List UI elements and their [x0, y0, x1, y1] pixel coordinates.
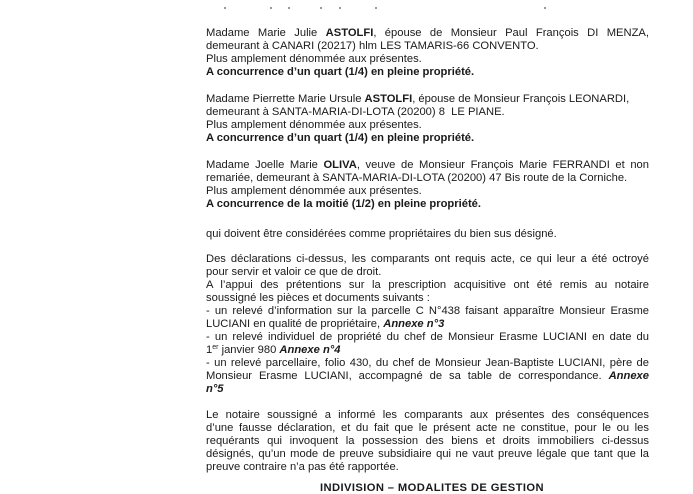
document-list-item-1: - un relevé d’information sur la parcelle C N°438 faisant apparaître Monsieur Erasme: [206, 305, 649, 317]
scan-dot: [288, 7, 290, 9]
declaration-line: Des déclarations ci-dessus, les comparants ont requis acte, ce qui leur a été octroyé: [206, 253, 649, 265]
document-list-item-2: - un relevé individuel de propriété du chef de Monsieur Erasme LUCIANI en date du: [206, 331, 649, 343]
notary-info-line: Le notaire soussigné a informé les comparants aux présentes des conséquences: [206, 409, 649, 421]
annex-reference-3: Annexe n°3: [383, 318, 445, 330]
date-day: 1: [206, 344, 213, 356]
scan-dot: [224, 7, 226, 9]
scan-dot: [320, 7, 322, 9]
party-share: A concurrence d’un quart (1/4) en pleine propriété.: [206, 66, 475, 78]
document-list-item-2-cont: [206, 344, 649, 357]
annex-reference-4: Annexe n°4: [279, 344, 341, 356]
party-address: demeurant à CANARI (20217) hlm LES TAMARIS-66 CONVENTO.: [206, 40, 539, 52]
party-name-text: Madame Pierrette Marie Ursule: [206, 93, 365, 105]
party-share: A concurrence d’un quart (1/4) en pleine propriété.: [206, 132, 475, 144]
scan-artifact-dots: [206, 7, 546, 11]
notary-info-line: preuve contraire n’a pas été rapportée.: [206, 461, 399, 473]
document-list-item-3-cont: [206, 370, 649, 383]
party-spouse-text: , veuve de Monsieur François Marie FERRANDI et non: [356, 159, 649, 171]
declaration-text: Monsieur Erasme LUCIANI, accompagné de sa table de correspondance.: [206, 370, 609, 382]
party-name-text: Madame Marie Julie: [206, 27, 326, 39]
declarations-paragraph: [206, 253, 649, 396]
party-address: demeurant à SANTA-MARIA-DI-LOTA (20200) 8 LE PIANE.: [206, 106, 505, 118]
party-line-1: [206, 93, 649, 106]
annex-reference-5-number: n°5: [206, 383, 224, 395]
party-block-astolfi-marie-julie: [206, 27, 649, 79]
notary-info-line: d’une fausse déclaration, et du fait que le présent acte ne constitue, pour le ou les: [206, 422, 649, 434]
scan-dot: [375, 7, 377, 9]
party-line-1: [206, 27, 649, 40]
party-block-oliva-joelle: [206, 159, 649, 211]
party-block-astolfi-pierrette: [206, 93, 649, 145]
party-share: A concurrence de la moitié (1/2) en pleine propriété.: [206, 198, 481, 210]
scan-dot: [339, 7, 341, 9]
party-surname: OLIVA: [323, 159, 357, 171]
party-surname: ASTOLFI: [364, 93, 413, 105]
declaration-line: pour servir et valoir ce que de droit.: [206, 266, 382, 278]
annex-reference-5: Annexe: [608, 370, 649, 382]
declaration-text: janvier 980: [218, 344, 280, 356]
notary-info-line: désignés, qu’un mode de preuve subsidiaire qui ne vaut preuve légale que tant que la: [206, 448, 649, 460]
owners-statement: [206, 228, 649, 241]
party-designation: Plus amplement dénommée aux présentes.: [206, 119, 422, 131]
scan-dot: [270, 7, 272, 9]
party-spouse-text: , épouse de Monsieur Paul François DI MENZA,: [373, 27, 649, 39]
party-name-text: Madame Joelle Marie: [206, 159, 324, 171]
party-designation: Plus amplement dénommée aux présentes.: [206, 53, 422, 65]
party-surname: ASTOLFI: [325, 27, 374, 39]
declaration-line: A l’appui des prétentions sur la prescription acquisitive ont été remis au notaire: [206, 279, 649, 291]
declaration-text: LUCIANI en qualité de propriétaire,: [206, 318, 384, 330]
section-heading-indivision: INDIVISION – MODALITES DE GESTION: [320, 482, 544, 494]
party-designation: Plus amplement dénommée aux présentes.: [206, 185, 422, 197]
party-address: remariée, demeurant à SANTA-MARIA-DI-LOTA (20200) 47 Bis route de la Corniche.: [206, 172, 628, 184]
party-line-1: [206, 159, 649, 172]
owners-statement-text: qui doivent être considérées comme propriétaires du bien sus désigné.: [206, 228, 557, 240]
scan-dot: [544, 7, 546, 9]
document-list-item-1-cont: [206, 318, 649, 331]
declaration-line: soussigné les pièces et documents suivants :: [206, 292, 430, 304]
ordinal-superscript: er: [212, 344, 219, 351]
notary-info-line: requérants qui invoquent la possession des biens et droits immobiliers ci-dessus: [206, 435, 649, 447]
party-spouse-text: , épouse de Monsieur François LEONARDI,: [412, 93, 630, 105]
document-list-item-3: - un relevé parcellaire, folio 430, du chef de Monsieur Jean-Baptiste LUCIANI, père de: [206, 357, 649, 369]
notary-information-paragraph: [206, 409, 649, 474]
